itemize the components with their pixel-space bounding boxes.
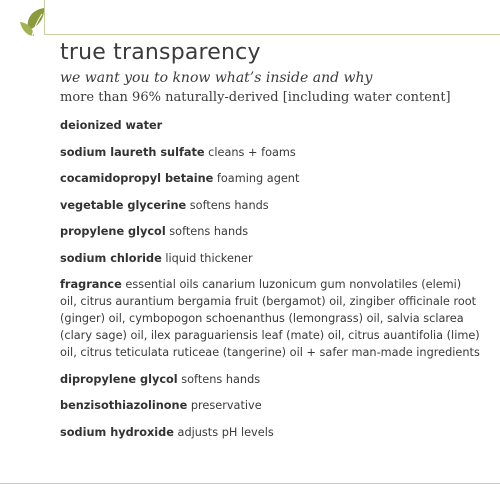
ingredient-name: benzisothiazolinone: [60, 399, 188, 412]
ingredient-item: [60, 371, 480, 388]
footer-horizontal-rule: [0, 483, 500, 484]
ingredient-description: preservative: [190, 399, 262, 412]
ingredient-description: essential oils canarium luzonicum gum nonvolatiles (elemi) oil, citrus aurantium bergamia fruit (bergamot) oil, zingiber officinale root (ginger) oil, cymbopogon schoenanthus (lemongrass) oil, salvia sclarea (clary sage) oil, ilex paraguariensis leaf (mate) oil, citrus auantifolia (lime) oil, citrus teticulata ruticeae (tangerine) oil + safer man-made ingredients: [60, 278, 480, 359]
ingredient-name: sodium hydroxide: [60, 425, 174, 439]
ingredient-description: adjusts pH levels: [177, 425, 274, 439]
ingredient-item: [60, 397, 480, 414]
ingredient-item: [60, 117, 480, 134]
ingredient-item: [60, 144, 480, 161]
ingredient-name: deionized water: [60, 119, 163, 132]
page-title: true transparency: [60, 40, 261, 65]
header-vertical-rule: [44, 0, 45, 34]
ingredient-item: [60, 197, 480, 214]
ingredient-item: [60, 424, 480, 441]
page-subtitle: we want you to know what’s inside and why: [60, 70, 373, 86]
ingredient-name: cocamidopropyl betaine: [60, 172, 214, 185]
ingredient-item: [60, 250, 480, 267]
ingredient-name: vegetable glycerine: [60, 198, 187, 212]
ingredient-description: foaming agent: [216, 172, 300, 185]
ingredient-description: softens hands: [169, 225, 249, 238]
ingredient-item: [60, 276, 480, 361]
ingredient-description: softens hands: [181, 372, 261, 386]
ingredient-description: liquid thickener: [165, 251, 253, 265]
leaf-logo-icon: [18, 6, 52, 44]
ingredient-list: [60, 117, 480, 450]
ingredient-description: softens hands: [189, 198, 269, 212]
natural-percent-note: more than 96% naturally-derived [including water content]: [60, 90, 451, 105]
ingredient-name: fragrance: [60, 278, 122, 291]
ingredient-name: sodium laureth sulfate: [60, 145, 205, 159]
ingredient-description: cleans + foams: [208, 145, 296, 159]
ingredient-name: propylene glycol: [60, 225, 166, 238]
ingredient-item: [60, 223, 480, 240]
header-horizontal-rule: [44, 34, 500, 35]
ingredient-name: sodium chloride: [60, 251, 162, 265]
ingredient-name: dipropylene glycol: [60, 372, 178, 386]
ingredient-item: [60, 170, 480, 187]
